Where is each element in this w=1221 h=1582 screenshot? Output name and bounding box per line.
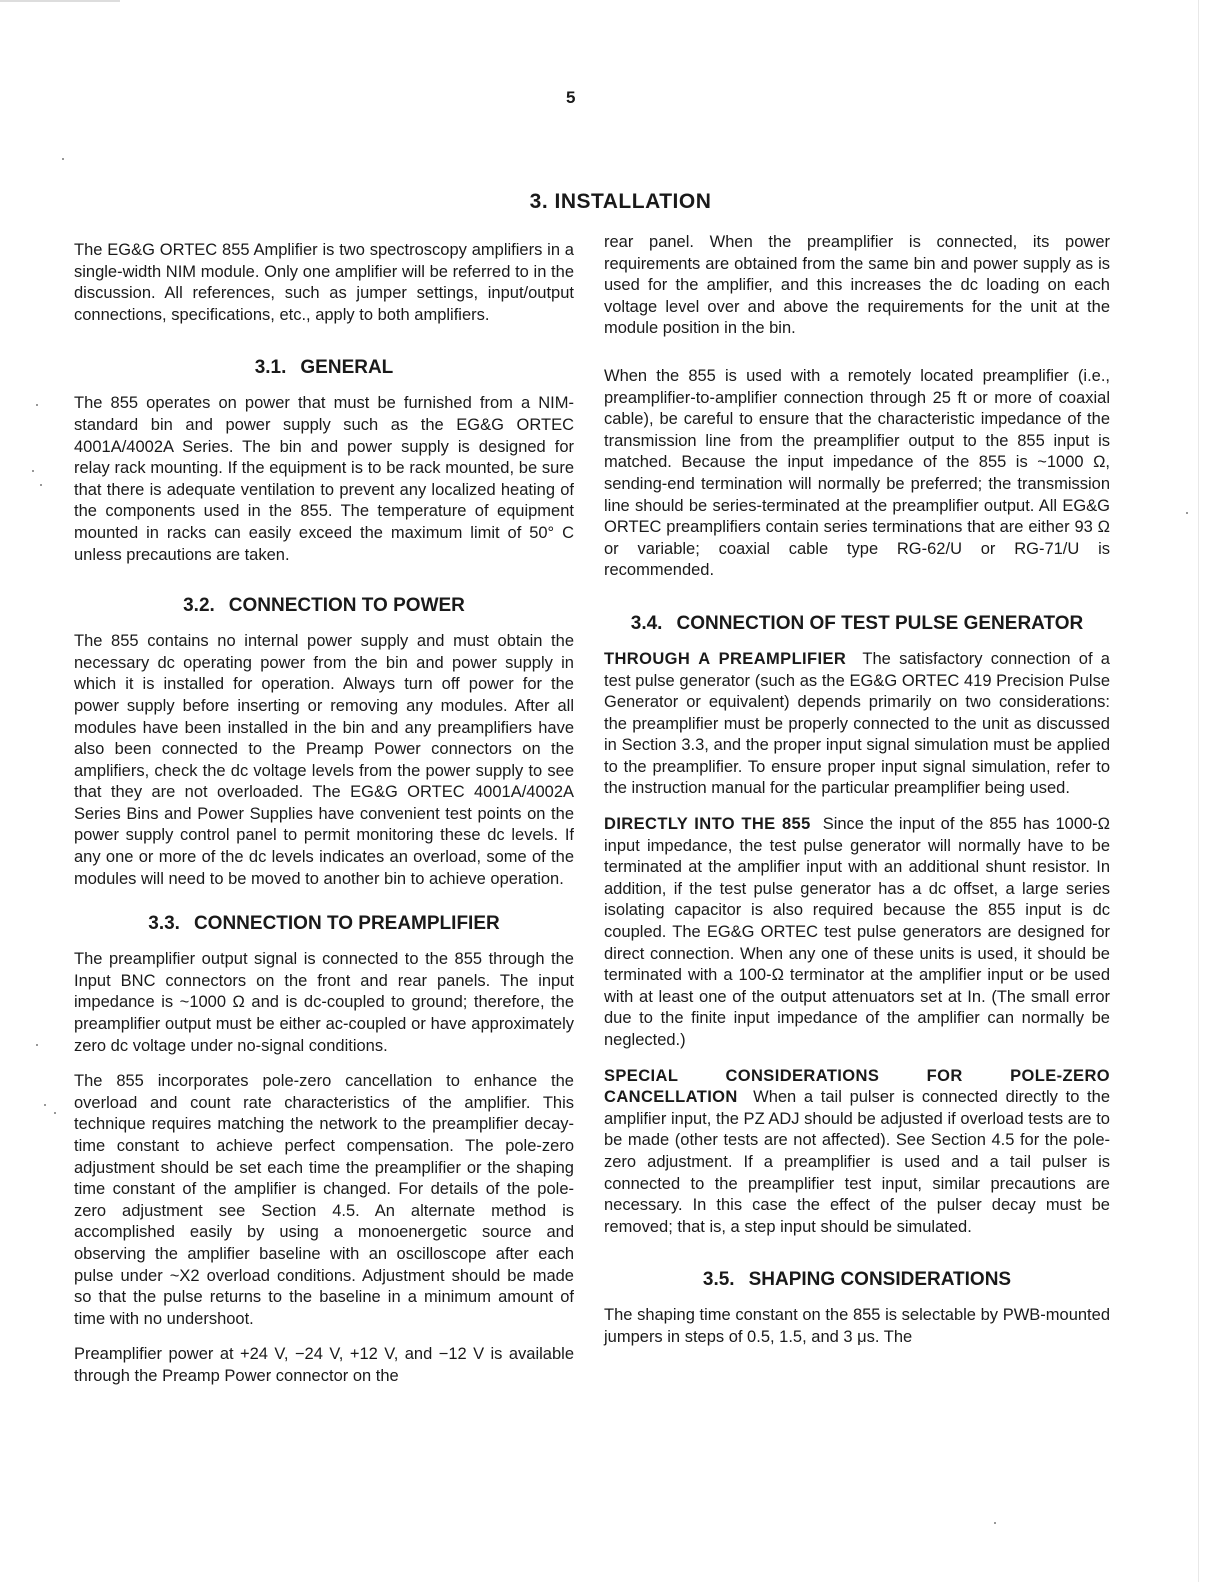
paragraph: The 855 contains no internal power supply and must obtain the necessary dc operating power from the bin and power supply in which it is installed for operation. Always turn off power for the power supply before inserting or removing any modules. After all modules have been installed in the bin and any preamplifiers have also been connected to the Preamp Power connectors on the amplifiers, check the dc voltage levels from the power supply to see that they are not overloaded. The EG&G ORTEC 4001A/4002A Series Bins and Power Supplies have convenient test points on the power supply control panel to permit monitoring these dc levels. If any one or more of the dc levels indicates an overload, some of the modules will need to be moved to another bin to achieve operation. [74, 632, 574, 888]
run-in-heading: DIRECTLY INTO THE 855 [604, 815, 811, 834]
paragraph: The 855 operates on power that must be furnished from a NIM-standard bin and power supply such as the EG&G ORTEC 4001A/4002A Series. The bin and power supply is designed for relay rack mounting. If the equipment is to be rack mounted, be sure that there is adequate ventilation to prevent any localized heating of the components used in the 855. The temperature of equipment mounted in racks can easily exceed the maximum limit of 50° C unless precautions are taken. [74, 394, 574, 564]
scan-speck [54, 1112, 56, 1114]
scan-edge-line [1198, 0, 1199, 1582]
paragraph: When the 855 is used with a remotely located preamplifier (i.e., preamplifier-to-amplifier connection through 25 ft or more of coaxial cable), be careful to ensure that the characteristic impedance of the transmission line from the preamplifier output to the 855 input is matched. Because the input impedance of the 855 is ~1000 Ω, sending-end termination will normally be preferred; the transmission line should be series-terminated at the preamplifier output. All EG&G ORTEC preamplifiers contain series terminations that are either 93 Ω or variable; coaxial cable type RG-62/U or RG-71/U is recommended. [604, 366, 1110, 580]
run-in-heading: THROUGH A PREAMPLIFIER [604, 649, 847, 668]
section-heading-3-2 [74, 594, 574, 617]
scan-speck [40, 484, 42, 486]
paragraph-text: When a tail pulser is connected directly to the amplifier input, the PZ ADJ should be adjusted if overload tests are to be made (other tests are not affected). See Section 4.5 for the pole-zero adjustment. If a preamplifier is used and a tail pulser is connected to the preamplifier test input, similar precautions are necessary. In this case the effect of the pulser decay must be removed; that is, a step input should be simulated. [604, 1088, 1110, 1236]
paragraph-text: The satisfactory connection of a test pulse generator (such as the EG&G ORTEC 419 Precision Pulse Generator or equivalent) depends primarily on two considerations: the preamplifier must be properly connected to the unit as discussed in Section 3.3, and the proper input signal simulation must be applied to the preamplifier. To ensure proper input signal simulation, refer to the instruction manual for the particular preamplifier being used. [604, 649, 1110, 798]
scan-speck [62, 158, 64, 160]
section-heading-3-1 [74, 356, 574, 379]
section-heading-3-4 [604, 612, 1110, 635]
intro-paragraph: The EG&G ORTEC 855 Amplifier is two spectroscopy amplifiers in a single-width NIM module. Only one amplifier will be referred to in the discussion. All references, such as jumper settings, input/output connections, specifications, etc., apply to both amplifiers. [74, 241, 574, 324]
section-number: 3.4. [630, 612, 663, 634]
page-number: 5 [566, 88, 576, 107]
paragraph: The 855 incorporates pole-zero cancellation to enhance the overload and count rate characteristics of the amplifier. This technique requires matching the network to the preamplifier decay-time constant to achieve perfect compensation. The pole-zero adjustment should be set each time the preamplifier or the shaping time constant of the amplifier is changed. For details of the pole-zero adjustment see Section 4.5. An alternate method is accomplished easily by using a monoenergetic source and observing the amplifier baseline with an oscilloscope after each pulse under ~X2 overload conditions. Adjustment should be made so that the pulse returns to the baseline in a minimum amount of time with no undershoot. [74, 1072, 574, 1328]
scan-edge-artifact [0, 0, 120, 2]
section-heading-3-5 [604, 1268, 1110, 1291]
run-in-heading: SPECIAL CONSIDERATIONS FOR POLE-ZERO CANCELLATION [604, 1066, 1110, 1107]
section-number: 3.3. [148, 913, 180, 935]
scan-speck [32, 470, 34, 472]
page-title: 3. INSTALLATION [529, 190, 712, 213]
scan-speck [44, 1104, 46, 1106]
paragraph [604, 649, 1110, 800]
section-title: CONNECTION TO POWER [228, 595, 465, 617]
paragraph: rear panel. When the preamplifier is connected, its power requirements are obtained from the same bin and power supply as is used for the amplifier, and this increases the dc loading on each voltage level over and above the requirements for the unit at the module position in the bin. [604, 233, 1110, 338]
section-heading-3-3 [74, 912, 574, 935]
paragraph-text: Since the input of the 855 has 1000-Ω input impedance, the test pulse generator will normally have to be terminated at the amplifier input with an additional shunt resistor. In addition, if the test pulse generator has a dc offset, a large series isolating capacitor is also required because the 855 input is dc coupled. The EG&G ORTEC test pulse generators are designed for direct connection. When any one of these units is used, it should be terminated with a 100-Ω terminator at the amplifier input or be used with at least one of the output attenuators set at In. (The small error due to the finite input impedance of the amplifier can normally be neglected.) [604, 815, 1111, 1049]
paragraph [604, 814, 1110, 1052]
paragraph: The preamplifier output signal is connected to the 855 through the Input BNC connectors on the front and rear panels. The input impedance is ~1000 Ω and is dc-coupled to ground; therefore, the preamplifier output must be either ac-coupled or have approximately zero dc voltage under no-signal conditions. [74, 950, 574, 1055]
right-column [604, 232, 1110, 1363]
scan-speck [36, 1044, 38, 1046]
paragraph: The shaping time constant on the 855 is selectable by PWB-mounted jumpers in steps of 0.5, 1.5, and 3 μs. The [604, 1306, 1110, 1346]
scan-speck [36, 404, 38, 406]
section-title: CONNECTION TO PREAMPLIFIER [193, 913, 500, 935]
paragraph [604, 1066, 1110, 1239]
section-number: 3.2. [183, 595, 215, 617]
scan-speck [994, 1522, 996, 1524]
section-title: CONNECTION OF TEST PULSE GENERATOR [676, 612, 1084, 634]
section-number: 3.5. [702, 1269, 735, 1291]
scan-speck [1186, 512, 1188, 514]
left-column [74, 240, 574, 1402]
section-number: 3.1. [254, 357, 287, 379]
section-title: GENERAL [300, 357, 394, 379]
section-title: SHAPING CONSIDERATIONS [748, 1269, 1012, 1291]
paragraph: Preamplifier power at +24 V, −24 V, +12 V, and −12 V is available through the Preamp Power connector on the [74, 1345, 574, 1385]
